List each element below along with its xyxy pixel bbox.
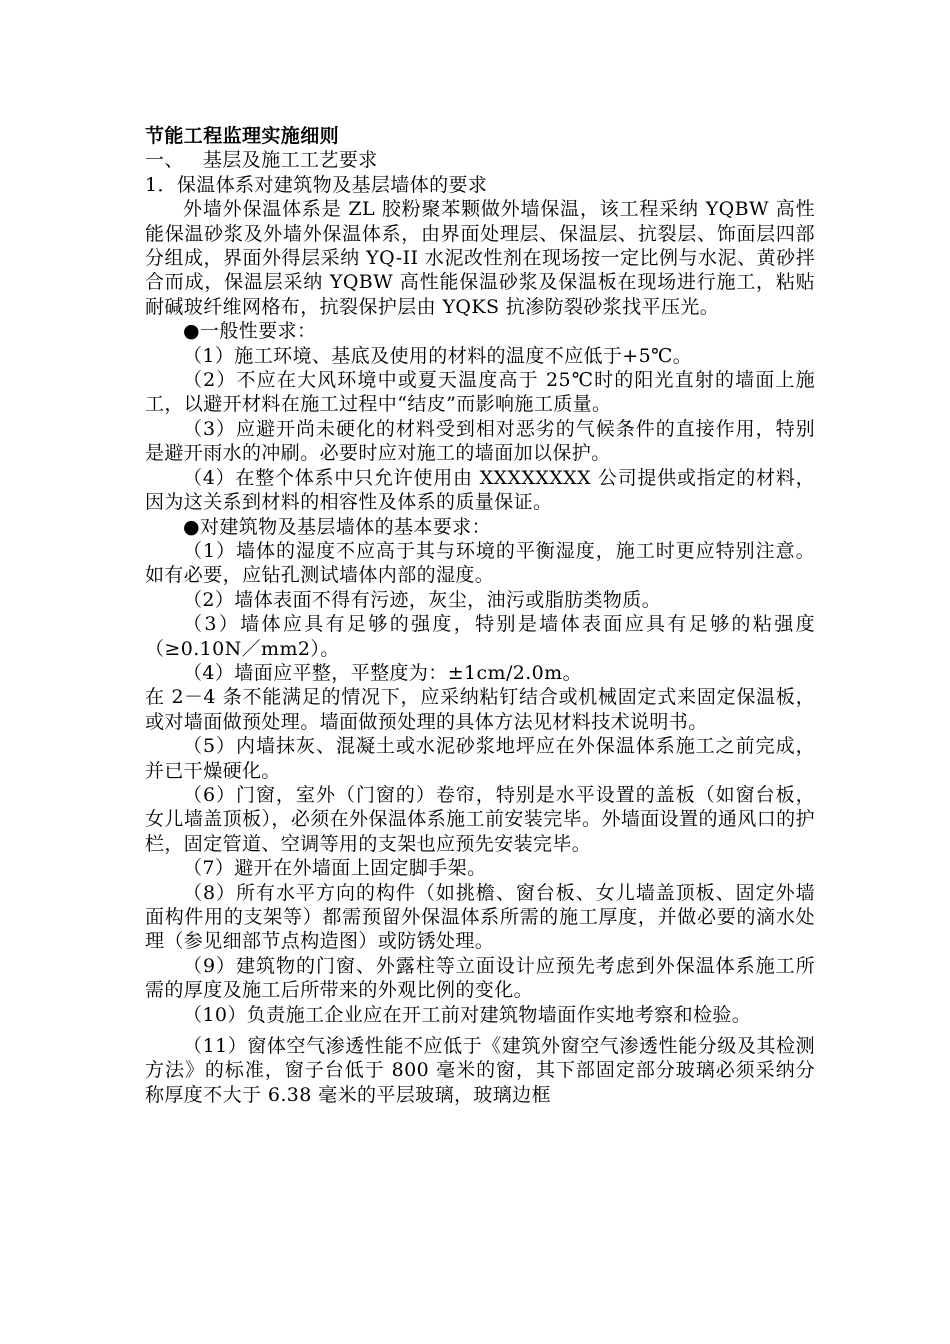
document-page [145,124,815,1107]
pretreatment-note: 在 2－4 条不能满足的情况下，应采纳粘钉结合或机械固定式来固定保温板，或对墙面做预处理。墙面做预处理的具体方法见材料技术说明书。 [145,686,815,733]
wall-item: （5）内墙抹灰、混凝土或水泥砂浆地坪应在外保温体系施工之前完成，并已干燥硬化。 [145,735,815,782]
intro-paragraph: 外墙外保温体系是 ZL 胶粉聚苯颗做外墙保温，该工程采纳 YQBW 高性能保温砂浆及外墙外保温体系，由界面处理层、保温层、抗裂层、饰面层四部分组成，界面外得层采纳 YQ-II 水泥改性剂在现场按一定比例与水泥、黄砂拌合而成，保温层采纳 YQBW 高性能保温砂浆及保温板在现场进行施工，粘贴耐碱玻纤维网格布，抗裂保护层由 YQKS 抗渗防裂砂浆找平压光。 [145,198,815,318]
document-title: 节能工程监理实施细则 [145,125,340,147]
wall-requirements-heading: ●对建筑物及基层墙体的基本要求： [183,515,491,538]
wall-item: （11）窗体空气渗透性能不应低于《建筑外窗空气渗透性能分级及其检测方法》的标准，窗子台低于 800 毫米的窗，其下部固定部分玻璃必须采纳分称厚度不大于 6.38 毫米的平层玻璃，玻璃边框 [145,1035,815,1106]
wall-item: （10）负责施工企业应在开工前对建筑物墙面作实地考察和检验。 [183,1003,752,1026]
section-heading [145,148,815,172]
general-requirements-heading: ●一般性要求： [183,320,317,343]
general-item: （4）在整个体系中只允许使用由 XXXXXXXX 公司提供或指定的材料，因为这关系到材料的相容性及体系的质量保证。 [145,466,815,514]
wall-item: （6）门窗，室外（门窗的）卷帘，特别是水平设置的盖板（如窗台板，女儿墙盖顶板），必须在外保温体系施工前安装完毕。外墙面设置的通风口的护栏，固定管道、空调等用的支架也应预先安装完毕。 [145,783,815,855]
wall-item: （7）避开在外墙面上固定脚手架。 [183,857,487,880]
general-item: （1）施工环境、基底及使用的材料的温度不应低于+5℃。 [183,344,693,367]
general-item: （2）不应在大风环境中或夏天温度高于 25℃时的阳光直射的墙面上施工，以避开材料在施工过程中“结皮”而影响施工质量。 [145,369,815,416]
wall-item: （2）墙体表面不得有污迹，灰尘，油污或脂肪类物质。 [183,588,662,611]
wall-item: （4）墙面应平整，平整度为：±1cm/2.0m。 [183,661,582,684]
wall-item: （9）建筑物的门窗、外露柱等立面设计应预先考虑到外保温体系施工所需的厚度及施工后所带来的外观比例的变化。 [145,954,815,1002]
subsection-heading: 1．保温体系对建筑物及基层墙体的要求 [145,173,488,196]
wall-item: （1）墙体的湿度不应高于其与环境的平衡湿度，施工时更应特别注意。如有必要，应钻孔测试墙体内部的湿度。 [145,539,815,587]
wall-item: （3）墙体应具有足够的强度，特别是墙体表面应具有足够的粘强度（≥0.10N／mm2）。 [145,613,815,660]
section-title: 基层及施工工艺要求 [203,149,378,172]
general-item: （3）应避开尚未硬化的材料受到相对恶劣的气候条件的直接作用，特别是避开雨水的冲刷。必要时应对施工的墙面加以保护。 [145,417,815,465]
wall-item: （8）所有水平方向的构件（如挑檐、窗台板、女儿墙盖顶板、固定外墙面构件用的支架等）都需预留外保温体系所需的施工厚度，并做必要的滴水处理（参见细部节点构造图）或防锈处理。 [145,881,815,953]
paragraph-gap [145,1027,815,1034]
section-number: 一、 [145,149,184,172]
